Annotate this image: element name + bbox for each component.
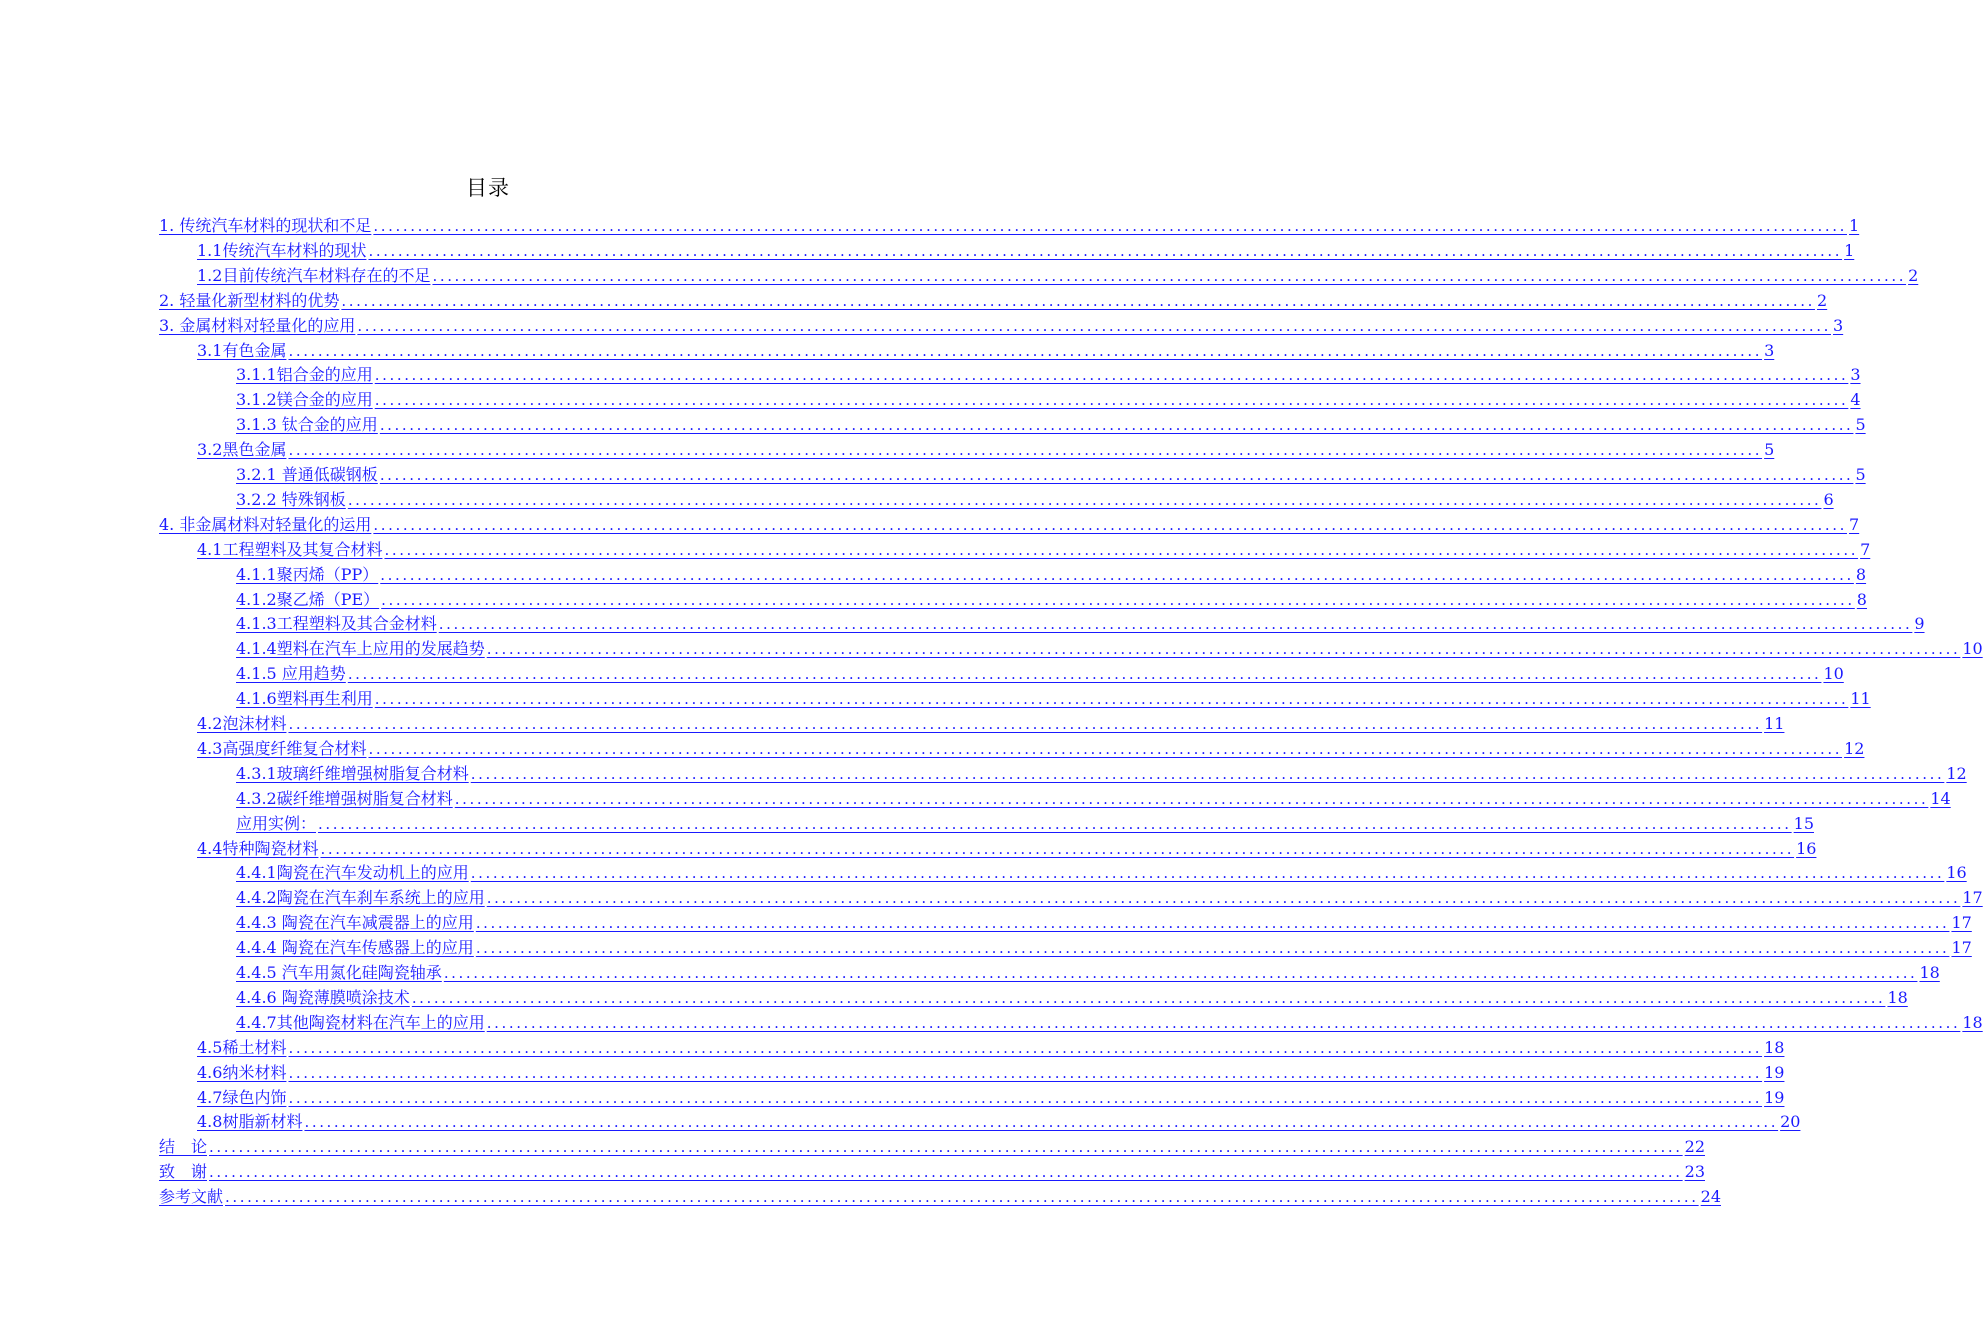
toc-dot-leader: ........................................................................................................................................................................................................ [347, 665, 1822, 684]
toc-entry-page-number: 3 [1850, 365, 1861, 385]
toc-entry[interactable] [159, 212, 1860, 236]
toc-entry[interactable] [236, 859, 1967, 883]
toc-entry-page-number: 18 [1887, 987, 1908, 1007]
toc-entry-label: 4.7绿色内饰 [197, 1087, 287, 1107]
toc-dot-leader: ........................................................................................................................................................................................................ [384, 540, 1859, 559]
toc-dot-leader: ........................................................................................................................................................................................................ [288, 1088, 1763, 1107]
toc-entry-page-number: 1 [1844, 240, 1855, 260]
toc-entry-page-number: 10 [1962, 639, 1983, 659]
toc-entry-page-number: 18 [1764, 1037, 1785, 1057]
toc-dot-leader: ........................................................................................................................................................................................................ [379, 466, 1854, 484]
toc-entry-label: 4.4.3 陶瓷在汽车减震器上的应用 [236, 913, 474, 933]
toc-entry-label: 4.1.6塑料再生利用 [236, 689, 373, 709]
toc-dot-leader: ........................................................................................................................................................................................................ [379, 416, 1854, 435]
toc-entry-page-number: 8 [1856, 589, 1867, 609]
toc-entry-page-number: 3 [1832, 315, 1844, 335]
toc-entry-label: 4.1.3工程塑料及其合金材料 [236, 614, 437, 634]
toc-entry[interactable] [197, 1084, 1785, 1108]
toc-entry[interactable] [236, 610, 1925, 634]
toc-entry[interactable] [159, 312, 1844, 336]
toc-entry-page-number: 18 [1919, 963, 1940, 982]
toc-entry[interactable] [197, 835, 1817, 859]
toc-entry[interactable] [197, 262, 1919, 286]
toc-dot-leader: ........................................................................................................................................................................................................ [454, 789, 1929, 808]
toc-entry[interactable] [197, 1059, 1785, 1083]
toc-entry-label: 4.1.4塑料在汽车上应用的发展趋势 [236, 639, 485, 659]
toc-entry-page-number: 16 [1946, 863, 1967, 883]
toc-entry-page-number: 11 [1850, 689, 1871, 709]
toc-entry[interactable] [236, 635, 1983, 659]
toc-dot-leader: ........................................................................................................................................................................................................ [341, 291, 1815, 310]
toc-dot-leader: ........................................................................................................................................................................................................ [288, 441, 1763, 460]
toc-entry-label: 4.4.5 汽车用氮化硅陶瓷轴承 [236, 963, 442, 982]
toc-entry-label: 致 谢 [159, 1162, 208, 1182]
toc-dot-leader: ........................................................................................................................................................................................................ [374, 366, 1849, 385]
toc-entry-page-number: 12 [1946, 763, 1967, 783]
toc-entry-label: 4.3.2碳纤维增强树脂复合材料 [236, 788, 453, 808]
toc-entry-page-number: 16 [1796, 838, 1817, 858]
toc-dot-leader: ........................................................................................................................................................................................................ [486, 640, 1961, 659]
toc-entry[interactable] [236, 984, 1908, 1008]
toc-dot-leader: ........................................................................................................................................................................................................ [368, 241, 1843, 260]
toc-entry-page-number: 10 [1823, 664, 1844, 684]
toc-dot-leader: ........................................................................................................................................................................................................ [373, 217, 1847, 235]
toc-entry[interactable] [236, 785, 1951, 809]
toc-entry-label: 3.1.1铝合金的应用 [236, 365, 373, 385]
toc-entry-label: 4.1.5 应用趋势 [236, 664, 346, 684]
toc-entry[interactable] [236, 934, 1972, 958]
toc-entry-page-number: 11 [1764, 714, 1785, 733]
toc-dot-leader: ........................................................................................................................................................................................................ [288, 341, 1763, 360]
toc-entry[interactable] [236, 586, 1867, 610]
toc-entry[interactable] [159, 1183, 1721, 1207]
toc-entry-label: 1. 传统汽车材料的现状和不足 [159, 216, 372, 235]
toc-entry-page-number: 6 [1823, 489, 1834, 509]
toc-entry[interactable] [236, 461, 1866, 485]
toc-entry-label: 3.2.2 特殊钢板 [236, 489, 346, 509]
toc-entry[interactable] [236, 760, 1967, 784]
toc-entry-page-number: 2 [1908, 265, 1919, 285]
toc-dot-leader: ........................................................................................................................................................................................................ [288, 1063, 1763, 1082]
toc-entry-page-number: 23 [1684, 1162, 1705, 1182]
toc-entry-label: 4.4.2陶瓷在汽车刹车系统上的应用 [236, 888, 485, 908]
toc-entry-label: 4.4.4 陶瓷在汽车传感器上的应用 [236, 938, 474, 958]
toc-entry-label: 4.1工程塑料及其复合材料 [197, 539, 383, 559]
toc-entry-page-number: 17 [1951, 938, 1972, 958]
toc-entry-page-number: 7 [1848, 514, 1860, 534]
toc-entry-page-number: 7 [1860, 539, 1871, 559]
toc-entry-page-number: 1 [1848, 216, 1860, 235]
toc-dot-leader: ........................................................................................................................................................................................................ [475, 939, 1950, 958]
toc-entry[interactable] [236, 884, 1983, 908]
toc-entry[interactable] [236, 411, 1866, 435]
toc-entry[interactable] [197, 1034, 1785, 1058]
toc-dot-leader: ........................................................................................................................................................................................................ [368, 739, 1843, 758]
toc-entry-page-number: 22 [1684, 1137, 1705, 1157]
toc-entry[interactable] [159, 287, 1828, 311]
toc-entry-label: 4.3高强度纤维复合材料 [197, 738, 367, 758]
toc-entry-label: 3.2黑色金属 [197, 440, 287, 460]
toc-dot-leader: ........................................................................................................................................................................................................ [374, 391, 1849, 410]
toc-dot-leader: ........................................................................................................................................................................................................ [486, 1013, 1961, 1032]
toc-entry[interactable] [236, 486, 1834, 510]
toc-entry-page-number: 12 [1844, 738, 1865, 758]
toc-entry[interactable] [159, 1158, 1705, 1182]
toc-entry-label: 3.1.2镁合金的应用 [236, 390, 373, 410]
toc-dot-leader: ........................................................................................................................................................................................................ [209, 1163, 1683, 1182]
toc-entry-label: 4.6纳米材料 [197, 1062, 287, 1082]
toc-entry-label: 4.1.1聚丙烯（PP） [236, 564, 379, 584]
toc-entry-label: 1.2目前传统汽车材料存在的不足 [197, 265, 431, 285]
toc-entry-label: 4.1.2聚乙烯（PE） [236, 589, 380, 609]
page-title: 目录 [466, 176, 510, 200]
toc-entry-label: 1.1传统汽车材料的现状 [197, 240, 367, 260]
toc-entry-label: 3.2.1 普通低碳钢板 [236, 465, 378, 484]
toc-entry-page-number: 8 [1855, 564, 1867, 584]
toc-entry-label: 4.3.1玻璃纤维增强树脂复合材料 [236, 763, 469, 783]
toc-entry-page-number: 2 [1816, 290, 1828, 310]
toc-entry[interactable] [197, 237, 1855, 261]
toc-entry-label: 3.1.3 钛合金的应用 [236, 415, 378, 435]
toc-entry-page-number: 19 [1764, 1062, 1785, 1082]
toc-entry[interactable] [197, 1108, 1801, 1132]
toc-dot-leader: ........................................................................................................................................................................................................ [380, 565, 1854, 584]
toc-entry[interactable] [236, 810, 1814, 834]
toc-entry-page-number: 17 [1962, 888, 1983, 908]
toc-entry-page-number: 14 [1930, 788, 1951, 808]
toc-dot-leader: ........................................................................................................................................................................................................ [357, 316, 1831, 335]
toc-entry-page-number: 19 [1764, 1087, 1785, 1107]
toc-dot-leader: ........................................................................................................................................................................................................ [486, 889, 1961, 908]
toc-dot-leader: ........................................................................................................................................................................................................ [438, 615, 1913, 634]
toc-entry[interactable] [236, 561, 1867, 585]
toc-entry-page-number: 15 [1793, 813, 1814, 833]
toc-entry-page-number: 18 [1962, 1012, 1983, 1032]
toc-entry-label: 2. 轻量化新型材料的优势 [159, 290, 340, 310]
toc-dot-leader: ........................................................................................................................................................................................................ [475, 914, 1950, 933]
toc-dot-leader: ........................................................................................................................................................................................................ [288, 1038, 1763, 1057]
toc-entry[interactable] [197, 337, 1775, 361]
toc-entry[interactable] [159, 511, 1860, 535]
toc-entry-page-number: 4 [1850, 390, 1861, 410]
toc-dot-leader: ........................................................................................................................................................................................................ [347, 490, 1822, 509]
toc-dot-leader: ........................................................................................................................................................................................................ [225, 1188, 1699, 1207]
toc-entry-label: 4.4.7其他陶瓷材料在汽车上的应用 [236, 1012, 485, 1032]
toc-entry-label: 4.4.1陶瓷在汽车发动机上的应用 [236, 863, 469, 883]
toc-dot-leader: ........................................................................................................................................................................................................ [373, 515, 1847, 534]
toc-dot-leader: ........................................................................................................................................................................................................ [320, 839, 1795, 858]
toc-entry-label: 4.2泡沫材料 [197, 714, 287, 733]
toc-entry[interactable] [197, 536, 1871, 560]
toc-entry-label: 参考文献 [159, 1187, 224, 1207]
toc-entry[interactable] [236, 1009, 1983, 1033]
toc-dot-leader: ........................................................................................................................................................................................................ [304, 1113, 1779, 1132]
toc-entry[interactable] [236, 386, 1861, 410]
toc-entry-label: 结 论 [159, 1137, 208, 1157]
toc-entry-page-number: 24 [1700, 1187, 1721, 1207]
toc-dot-leader: ........................................................................................................................................................................................................ [432, 266, 1907, 285]
toc-dot-leader: ........................................................................................................................................................................................................ [381, 590, 1855, 609]
toc-entry[interactable] [236, 660, 1844, 684]
toc-entry-page-number: 5 [1855, 415, 1866, 435]
toc-entry[interactable] [236, 959, 1940, 983]
toc-entry-page-number: 5 [1764, 440, 1775, 460]
toc-entry-page-number: 5 [1855, 465, 1866, 484]
toc-entry-label: 3. 金属材料对轻量化的应用 [159, 315, 356, 335]
toc-entry-label: 4.5稀土材料 [197, 1037, 287, 1057]
toc-entry-page-number: 9 [1914, 614, 1925, 634]
toc-entry[interactable] [197, 735, 1865, 759]
toc-dot-leader: ........................................................................................................................................................................................................ [470, 764, 1945, 783]
toc-entry-label: 3.1有色金属 [197, 340, 287, 360]
toc-entry[interactable] [236, 685, 1871, 709]
toc-entry-page-number: 20 [1780, 1112, 1801, 1132]
toc-dot-leader: ........................................................................................................................................................................................................ [411, 988, 1886, 1007]
toc-entry[interactable] [236, 361, 1861, 385]
toc-entry-label: 应用实例： [236, 813, 317, 833]
toc-dot-leader: ........................................................................................................................................................................................................ [318, 814, 1792, 833]
toc-dot-leader: ........................................................................................................................................................................................................ [374, 690, 1849, 709]
toc-dot-leader: ........................................................................................................................................................................................................ [443, 964, 1918, 982]
toc-entry-label: 4.4特种陶瓷材料 [197, 838, 319, 858]
toc-dot-leader: ........................................................................................................................................................................................................ [470, 864, 1945, 883]
toc-dot-leader: ........................................................................................................................................................................................................ [288, 715, 1763, 733]
toc-entry-label: 4.8树脂新材料 [197, 1112, 303, 1132]
toc-entry-page-number: 17 [1951, 913, 1972, 933]
toc-entry[interactable] [197, 710, 1785, 734]
toc-dot-leader: ........................................................................................................................................................................................................ [209, 1138, 1683, 1157]
toc-entry-label: 4. 非金属材料对轻量化的运用 [159, 514, 372, 534]
toc-entry[interactable] [236, 909, 1972, 933]
toc-entry-page-number: 3 [1764, 340, 1775, 360]
toc-entry[interactable] [197, 436, 1775, 460]
toc-entry-label: 4.4.6 陶瓷薄膜喷涂技术 [236, 987, 410, 1007]
toc-entry[interactable] [159, 1133, 1705, 1157]
